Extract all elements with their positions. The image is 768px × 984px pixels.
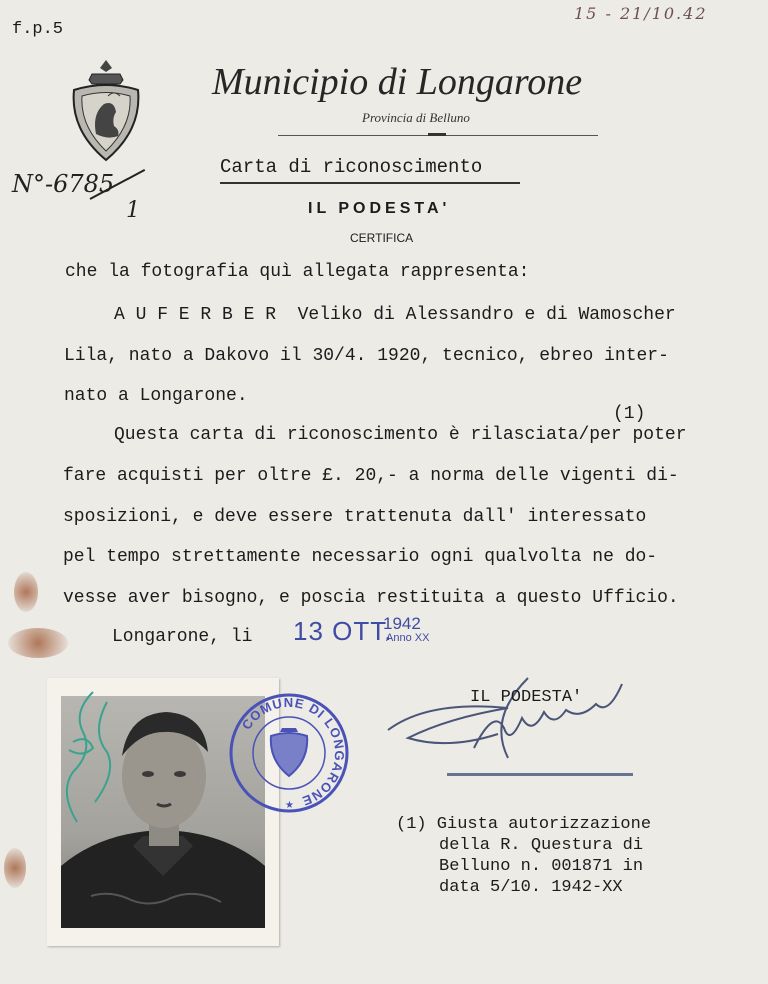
date-stamp-year: 1942 (383, 614, 421, 633)
rust-stain (8, 628, 68, 658)
issuer-heading: IL PODESTA' (308, 200, 451, 217)
municipal-seal (228, 692, 350, 814)
body-line: nato a Longarone. (64, 386, 248, 406)
body-line: pel tempo strettamente necessario ogni qualvolta ne do- (63, 547, 658, 567)
document-title: Carta di riconoscimento (220, 156, 483, 178)
header-rule-accent (428, 133, 446, 136)
seal-text: COMUNE DI LONGARONE (238, 694, 348, 809)
signature-title: IL PODESTA' (470, 688, 583, 707)
green-handwritten-signature (53, 682, 123, 832)
rust-stain (14, 572, 38, 612)
date-stamp (293, 614, 430, 647)
footnote-line: della R. Questura di (439, 836, 644, 855)
handwritten-number: N°-6785 (12, 170, 115, 198)
body-line: Lila, nato a Dakovo il 30/4. 1920, tecnico, ebreo inter- (64, 346, 669, 366)
coat-of-arms-icon (68, 56, 144, 164)
certifica-label: CERTIFICA (350, 231, 414, 245)
body-line: sposizioni, e deve essere trattenuta dall' interessato (63, 507, 647, 527)
province-subtitle: Provincia di Belluno (362, 110, 470, 125)
date-stamp-day: 13 OTT. (293, 616, 393, 646)
archive-reference: 15 - 21/10.42 (574, 4, 708, 23)
footnote-line: Belluno n. 001871 in (439, 857, 644, 876)
date-stamp-era: Anno XX (386, 632, 430, 644)
body-line: A U F E R B E R Veliko di Alessandro e di Wamoscher (114, 305, 676, 325)
footnote-line: data 5/10. 1942-XX (439, 878, 623, 897)
body-line: che la fotografia quì allegata rappresenta: (65, 262, 530, 282)
body-line: fare acquisti per oltre £. 20,- a norma delle vigenti di- (63, 466, 679, 486)
place-date: Longarone, li (112, 627, 253, 647)
podesta-signature (378, 668, 648, 768)
footnote-line: (1) Giusta autorizzazione (396, 815, 652, 834)
rust-stain (4, 848, 26, 888)
form-code: f.p.5 (12, 20, 64, 39)
municipality-title: Municipio di Longarone (212, 61, 583, 103)
signature-rule (447, 773, 633, 776)
svg-text:★: ★ (285, 800, 294, 811)
body-line: vesse aver bisogno, e poscia restituita a questo Ufficio. (63, 588, 679, 608)
title-underline (220, 182, 520, 184)
body-line: Questa carta di riconoscimento è rilasciata/per poter (114, 425, 687, 445)
handwritten-fraction: 1 (126, 198, 140, 223)
footnote-marker: (1) (613, 404, 646, 424)
